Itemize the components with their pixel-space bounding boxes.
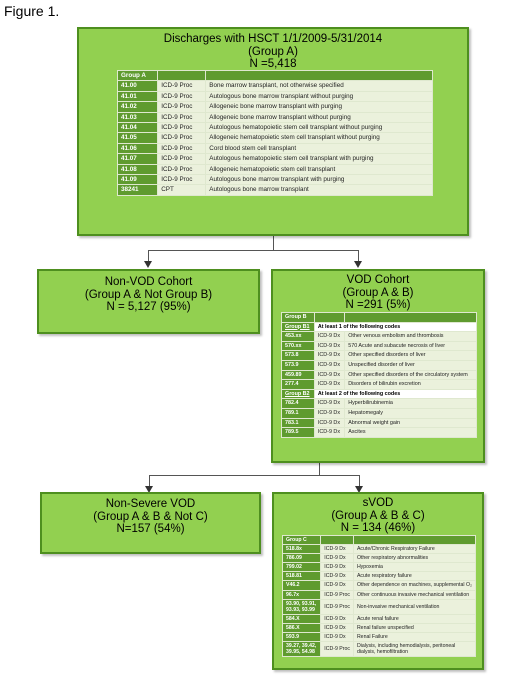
- group-a-code: 41.04: [118, 123, 158, 133]
- svod-box: [272, 492, 484, 670]
- group-a-type: ICD-9 Proc: [158, 175, 206, 185]
- group-c-row: [283, 633, 476, 642]
- group-a-description: Allogeneic hematopoietic stem cell transplant: [206, 164, 433, 174]
- group-c-type: ICD-9 Dx: [321, 563, 354, 572]
- group-b1-row: [282, 332, 477, 342]
- svod-title-line: sVOD: [362, 497, 394, 509]
- group-a-row: [118, 133, 433, 143]
- group-c-row: [283, 581, 476, 590]
- non-vod-title-line: Non-VOD Cohort: [104, 276, 193, 288]
- group-a-title-line: Discharges with HSCT 1/1/2009-5/31/2014: [163, 33, 383, 45]
- group-b1-row: [282, 360, 477, 370]
- group-a-type: ICD-9 Proc: [158, 102, 206, 112]
- group-a-code: 41.06: [118, 143, 158, 153]
- group-b2-row: [282, 408, 477, 418]
- group-a-row: [118, 102, 433, 112]
- group-b2-description: Ascites: [345, 428, 477, 438]
- group-c-type: ICD-9 Proc: [321, 642, 354, 657]
- group-b1-criteria: At least 1 of the following codes: [314, 322, 476, 332]
- group-b1-type: ICD-9 Dx: [314, 351, 344, 361]
- connector-a-bar: [148, 250, 359, 251]
- group-c-code: 39.27, 39.42, 39.95, 54.98: [283, 642, 321, 657]
- group-a-title: [79, 29, 467, 71]
- group-b2-row: [282, 428, 477, 438]
- group-b2-row: [282, 418, 477, 428]
- group-a-description: Autologous hematopoietic stem cell transplant with purging: [206, 154, 433, 164]
- group-c-type: ICD-9 Proc: [321, 590, 354, 599]
- group-b1-type: ICD-9 Dx: [314, 341, 344, 351]
- group-b1-row: [282, 341, 477, 351]
- group-a-type: ICD-9 Proc: [158, 154, 206, 164]
- group-c-row: [283, 572, 476, 581]
- vod-box: [271, 269, 485, 463]
- group-a-code: 41.08: [118, 164, 158, 174]
- group-a-row: [118, 112, 433, 122]
- group-b2-code: 789.5: [282, 428, 315, 438]
- group-a-type: CPT: [158, 185, 206, 195]
- figure-label: Figure 1.: [4, 3, 60, 19]
- group-a-row: [118, 81, 433, 91]
- non-vod-title: [39, 271, 258, 314]
- group-c-description: Renal failure unspecified: [353, 623, 475, 632]
- group-b2-code: 782.4: [282, 399, 315, 409]
- group-b1-description: Other venous embolism and thrombosis: [345, 332, 477, 342]
- group-a-description: Autologous bone marrow transplant with purging: [206, 175, 433, 185]
- group-a-description: Allogeneic bone marrow transplant with purging: [206, 102, 433, 112]
- group-c-row: [283, 623, 476, 632]
- group-b1-code: 277.4: [282, 380, 315, 390]
- group-b2-description: Abnormal weight gain: [345, 418, 477, 428]
- group-c-row: [283, 545, 476, 554]
- group-a-description: Bone marrow transplant, not otherwise specified: [206, 81, 433, 91]
- group-b1-label: Group B1: [282, 322, 315, 332]
- group-a-row: [118, 164, 433, 174]
- arrow-to-non-vod: [144, 261, 152, 268]
- group-b1-code: 453.xx: [282, 332, 315, 342]
- group-a-description: Autologous bone marrow transplant without purging: [206, 91, 433, 101]
- group-b1-type: ICD-9 Dx: [314, 360, 344, 370]
- group-a-type: ICD-9 Proc: [158, 123, 206, 133]
- group-a-code-table: [117, 70, 433, 196]
- group-c-type: ICD-9 Dx: [321, 545, 354, 554]
- group-c-code: 96.7x: [283, 590, 321, 599]
- group-c-code: 593.9: [283, 633, 321, 642]
- group-a-header: Group A: [118, 71, 158, 81]
- group-c-code: 586.X: [283, 623, 321, 632]
- vod-subtitle-line: (Group A & B): [342, 286, 414, 299]
- non-severe-title-line: Non-Severe VOD: [105, 498, 196, 510]
- group-a-type: ICD-9 Proc: [158, 91, 206, 101]
- group-a-row: [118, 143, 433, 153]
- group-a-code: 41.03: [118, 112, 158, 122]
- group-c-type: ICD-9 Dx: [321, 572, 354, 581]
- group-c-row: [283, 642, 476, 657]
- group-b2-criteria: At least 2 of the following codes: [314, 389, 476, 399]
- group-c-description: Other continuous invasive mechanical ventilation: [353, 590, 475, 599]
- group-a-row: [118, 154, 433, 164]
- group-b1-description: Other specified disorders of liver: [345, 351, 477, 361]
- group-c-code: 799.02: [283, 563, 321, 572]
- group-c-code: V46.2: [283, 581, 321, 590]
- group-a-code: 41.09: [118, 175, 158, 185]
- group-a-box: [77, 27, 469, 236]
- group-a-code: 38241: [118, 185, 158, 195]
- non-vod-subtitle-line: (Group A & Not Group B): [84, 288, 213, 301]
- group-b1-type: ICD-9 Dx: [314, 370, 344, 380]
- group-a-type: ICD-9 Proc: [158, 133, 206, 143]
- group-c-type: ICD-9 Dx: [321, 554, 354, 563]
- group-c-row: [283, 614, 476, 623]
- connector-a-stem: [273, 236, 274, 250]
- group-c-type: ICD-9 Dx: [321, 623, 354, 632]
- group-a-description: Cord blood stem cell transplant: [206, 143, 433, 153]
- group-b2-label: Group B2: [282, 389, 315, 399]
- group-b1-description: 570 Acute and subacute necrosis of liver: [345, 341, 477, 351]
- group-b2-type: ICD-9 Dx: [314, 428, 344, 438]
- group-c-description: Dialysis, including hemodialysis, peritoneal dialysis, hemofiltration: [353, 642, 475, 657]
- group-a-count-line: N =5,418: [249, 58, 297, 70]
- arrow-to-vod: [354, 261, 362, 268]
- group-b1-type: ICD-9 Dx: [314, 380, 344, 390]
- group-b2-description: Hepatomegaly: [345, 408, 477, 418]
- svod-title: [274, 494, 482, 535]
- group-c-description: Renal Failure: [353, 633, 475, 642]
- group-a-description: Allogeneic hematopoietic stem cell transplant without purging: [206, 133, 433, 143]
- group-b1-row: [282, 351, 477, 361]
- group-c-code: 518.8x: [283, 545, 321, 554]
- group-c-row: [283, 590, 476, 599]
- group-b2-type: ICD-9 Dx: [314, 408, 344, 418]
- group-c-row: [283, 554, 476, 563]
- vod-count-line: N =291 (5%): [345, 299, 411, 311]
- group-c-type: ICD-9 Dx: [321, 633, 354, 642]
- svod-subtitle-line: (Group A & B & C): [331, 509, 425, 522]
- group-a-description: Autologous bone marrow transplant: [206, 185, 433, 195]
- group-a-code: 41.02: [118, 102, 158, 112]
- non-severe-count-line: N=157 (54%): [116, 523, 185, 535]
- group-b2-row: [282, 399, 477, 409]
- group-c-code-table: [282, 535, 476, 657]
- group-b2-description: Hyperbilirubinemia: [345, 399, 477, 409]
- group-a-code: 41.07: [118, 154, 158, 164]
- group-b1-type: ICD-9 Dx: [314, 332, 344, 342]
- group-b2-type: ICD-9 Dx: [314, 418, 344, 428]
- group-c-code: 518.81: [283, 572, 321, 581]
- non-vod-box: [37, 269, 260, 334]
- group-b1-code: 573.9: [282, 360, 315, 370]
- group-c-description: Other dependence on machines, supplemental O₂: [353, 581, 475, 590]
- group-a-type: ICD-9 Proc: [158, 81, 206, 91]
- group-b1-code: 573.8: [282, 351, 315, 361]
- non-severe-title: [42, 494, 259, 536]
- group-a-code: 41.05: [118, 133, 158, 143]
- group-a-row: [118, 91, 433, 101]
- group-a-code: 41.00: [118, 81, 158, 91]
- vod-title: [273, 271, 483, 312]
- group-c-row: [283, 599, 476, 614]
- group-c-row: [283, 563, 476, 572]
- non-severe-subtitle-line: (Group A & B & Not C): [93, 510, 208, 523]
- group-a-type: ICD-9 Proc: [158, 164, 206, 174]
- connector-vod-stem: [319, 463, 320, 475]
- vod-title-line: VOD Cohort: [346, 274, 410, 286]
- group-c-code: 786.09: [283, 554, 321, 563]
- group-c-header: Group C: [283, 536, 321, 545]
- group-b1-description: Disorders of bilirubin excretion: [345, 380, 477, 390]
- group-c-code: 93.90, 93.91, 93.93, 93.99: [283, 599, 321, 614]
- group-b2-code: 789.1: [282, 408, 315, 418]
- connector-vod-bar: [149, 475, 360, 476]
- group-b2-code: 783.1: [282, 418, 315, 428]
- group-a-subtitle-line: (Group A): [248, 45, 298, 58]
- svod-count-line: N = 134 (46%): [340, 522, 416, 534]
- group-a-type: ICD-9 Proc: [158, 112, 206, 122]
- group-c-description: Hypoxemia: [353, 563, 475, 572]
- group-c-code: 584.X: [283, 614, 321, 623]
- non-vod-count-line: N = 5,127 (95%): [106, 301, 191, 313]
- group-b-header: Group B: [282, 313, 315, 323]
- group-b1-code: 459.89: [282, 370, 315, 380]
- group-c-description: Acute renal failure: [353, 614, 475, 623]
- group-a-row: [118, 175, 433, 185]
- group-b-code-table: [281, 312, 477, 438]
- group-b1-description: Unspecified disorder of liver: [345, 360, 477, 370]
- group-a-description: Allogeneic bone marrow transplant without purging: [206, 112, 433, 122]
- group-a-row: [118, 123, 433, 133]
- group-a-type: ICD-9 Proc: [158, 143, 206, 153]
- group-b1-code: 570.xx: [282, 341, 315, 351]
- group-a-code: 41.01: [118, 91, 158, 101]
- group-b1-subheader: [282, 322, 477, 332]
- group-c-type: ICD-9 Proc: [321, 599, 354, 614]
- group-c-type: ICD-9 Dx: [321, 614, 354, 623]
- group-c-description: Acute/Chronic Respiratory Failure: [353, 545, 475, 554]
- non-severe-vod-box: [40, 492, 261, 554]
- group-b2-subheader: [282, 389, 477, 399]
- group-c-description: Acute respiratory failure: [353, 572, 475, 581]
- group-a-description: Autologous hematopoietic stem cell transplant without purging: [206, 123, 433, 133]
- group-b1-row: [282, 370, 477, 380]
- group-b2-type: ICD-9 Dx: [314, 399, 344, 409]
- group-a-row: [118, 185, 433, 195]
- group-c-description: Non-invasive mechanical ventilation: [353, 599, 475, 614]
- group-b1-row: [282, 380, 477, 390]
- group-b1-description: Other specified disorders of the circulatory system: [345, 370, 477, 380]
- group-c-type: ICD-9 Dx: [321, 581, 354, 590]
- group-c-description: Other respiratory abnormalities: [353, 554, 475, 563]
